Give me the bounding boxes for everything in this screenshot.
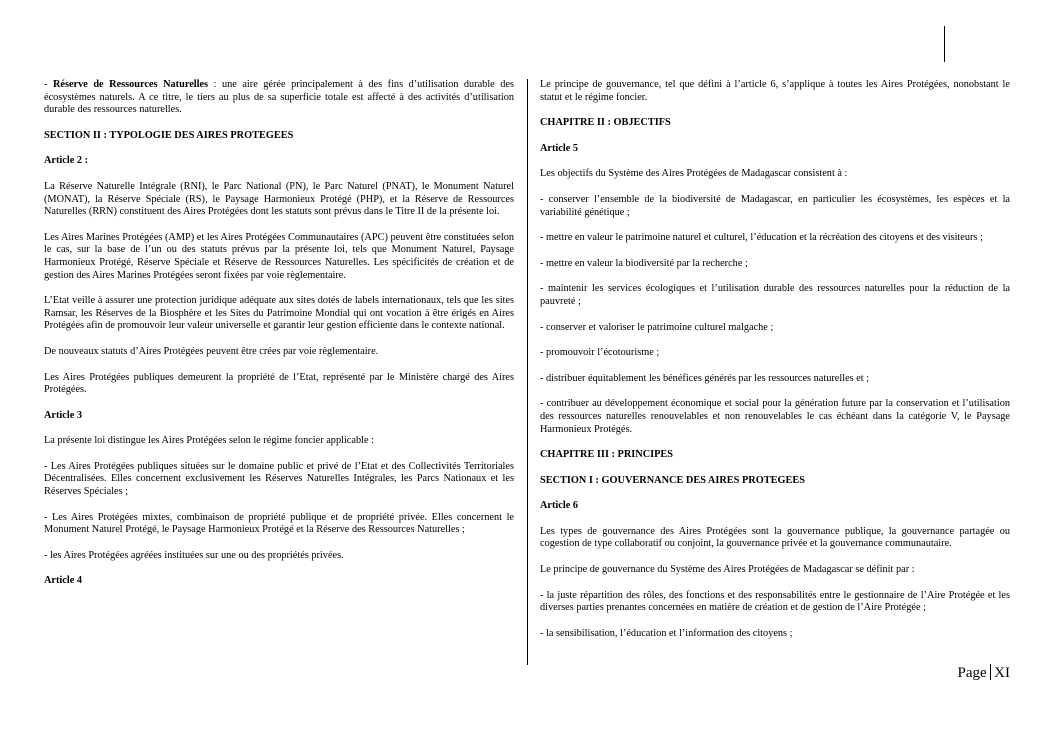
paragraph: La Réserve Naturelle Intégrale (RNI), le Parc National (PN), le Parc Naturel (PNAT), le Monument Naturel (MONAT), la Réserve Spéciale (RS), le Paysage Harmonieux Protégé (PHP), et la Réserve de Ressources Naturelles (RRN) constituent des Aires Protégées dont les statuts sont prévus dans le Titre II de la présente loi. xyxy=(44,180,514,218)
paragraph: Le principe de gouvernance, tel que défini à l’article 6, s’applique à toutes les Aires Protégées, nonobstant le statut et le régime foncier. xyxy=(540,79,1010,103)
page-number: XI xyxy=(994,665,1010,681)
list-item: - la sensibilisation, l’éducation et l’information des citoyens ; xyxy=(540,627,793,639)
chapter-heading: CHAPITRE III : PRINCIPES xyxy=(540,449,674,461)
list-item: - mettre en valeur la biodiversité par la recherche ; xyxy=(540,257,748,269)
article-heading: Article 5 xyxy=(540,142,579,154)
list-item: - conserver l’ensemble de la biodiversité de Madagascar, en particulier les écosystèmes, les espèces et la variabilité génétique ; xyxy=(540,193,1010,218)
column-divider xyxy=(527,79,528,665)
list-item: - mettre en valeur le patrimoine naturel et culturel, l’éducation et la récréation des citoyens et des visiteurs ; xyxy=(540,232,983,244)
list-item: - promouvoir l’écotourisme ; xyxy=(540,347,660,359)
paragraph: Les Aires Protégées publiques demeurent la propriété de l’Etat, représenté par le Ministère chargé des Aires Protégées. xyxy=(44,371,514,396)
paragraph: La présente loi distingue les Aires Protégées selon le régime foncier applicable : xyxy=(44,435,374,447)
article-heading: Article 3 xyxy=(44,409,83,421)
article-heading: Article 4 xyxy=(44,575,83,587)
paragraph: Le principe de gouvernance du Système des Aires Protégées de Madagascar se définit par : xyxy=(540,564,915,576)
paragraph: - les Aires Protégées agréées instituées sur une ou des propriétés privées. xyxy=(44,549,344,561)
list-item: - distribuer équitablement les bénéfices générés par les ressources naturelles et ; xyxy=(540,372,870,384)
term-bold: Réserve de Ressources Naturelles xyxy=(52,79,209,90)
term-definition: : une aire gérée principalement à des fins d’utilisation durable des écosystèmes naturels. A ce titre, le tiers au plus de sa superficie totale est affecté à des activités d’utilisation durable des ressources naturelles. xyxy=(44,79,514,116)
article-heading: Article 2 : xyxy=(44,155,89,167)
list-item: - contribuer au développement économique et social pour la génération future par la conservation et l’utilisation des ressources naturelles renouvelables et non renouvelables le cas échéant dans la catégorie V, le Paysage Harmonieux Protégés. xyxy=(540,398,1010,435)
left-column xyxy=(44,79,514,601)
intro-paragraph: - Réserve de Ressources Naturelles : une aire gérée principalement à des fins d’utilisation durable des écosystèmes naturels. A ce titre, le tiers au plus de sa superficie totale est affecté à des activités d’utilisation durable des ressources naturelles. xyxy=(44,79,514,116)
section-heading: SECTION II : TYPOLOGIE DES AIRES PROTEGEES xyxy=(44,129,294,141)
list-item: - maintenir les services écologiques et l’utilisation durable des ressources naturelles pour la réduction de la pauvreté ; xyxy=(540,283,1010,307)
paragraph: De nouveaux statuts d’Aires Protégées peuvent être crées par voie règlementaire. xyxy=(44,345,379,357)
paragraph: - Les Aires Protégées mixtes, combinaison de propriété publique et de propriété privée. Elles concernent le Monument Naturel Protégé, le Paysage Harmonieux Protégé et la Réserve des Ressources Naturelles ; xyxy=(44,511,514,536)
page-label: Page xyxy=(957,665,987,681)
article-heading: Article 6 xyxy=(540,500,579,512)
right-column xyxy=(540,79,1010,653)
page-footer xyxy=(958,664,1011,682)
header-rule xyxy=(944,26,945,62)
page-separator xyxy=(990,664,992,680)
paragraph: Les Aires Marines Protégées (AMP) et les Aires Protégées Communautaires (APC) peuvent être constituées selon le cas, sur la base de l’un ou des statuts prévus par la présente loi, tels que Monument Naturel, Paysage Harmonieux Protégé, Réserve Spéciale et Réserve de Ressources Naturelles. Les spécificités de création et de gestion des Aires Marines Protégées seront fixées par voie règlementaire. xyxy=(44,231,514,281)
paragraph: L’Etat veille à assurer une protection juridique adéquate aux sites dotés de labels internationaux, tels que les sites Ramsar, les Réserves de la Biosphère et les Sites du Patrimoine Mondial qui ont vocation à être érigés en Aires Protégées afin de promouvoir leur valeur universelle et garantir leur gestion efficiente dans le contexte national. xyxy=(44,295,514,332)
list-item: - la juste répartition des rôles, des fonctions et des responsabilités entre le gestionnaire de l’Aire Protégée et les diverses parties prenantes concernées en matière de création et de gestion de l’Aire Protégée ; xyxy=(540,589,1010,614)
list-item: - conserver et valoriser le patrimoine culturel malgache ; xyxy=(540,321,774,333)
chapter-heading: CHAPITRE II : OBJECTIFS xyxy=(540,117,671,129)
paragraph: Les objectifs du Système des Aires Protégées de Madagascar consistent à : xyxy=(540,168,848,180)
paragraph: Les types de gouvernance des Aires Protégées sont la gouvernance publique, la gouvernance partagée ou cogestion de type collaboratif ou conjoint, la gouvernance privée et la gouvernance communautaire. xyxy=(540,525,1010,550)
paragraph: - Les Aires Protégées publiques situées sur le domaine public et privé de l’Etat et des Collectivités Territoriales Décentralisées. Elles concernent exclusivement les Réserves Naturelles Intégrales, les Parcs Nationaux et les Réserves Spéciales ; xyxy=(44,460,514,498)
section-heading: SECTION I : GOUVERNANCE DES AIRES PROTEGEES xyxy=(540,474,805,486)
